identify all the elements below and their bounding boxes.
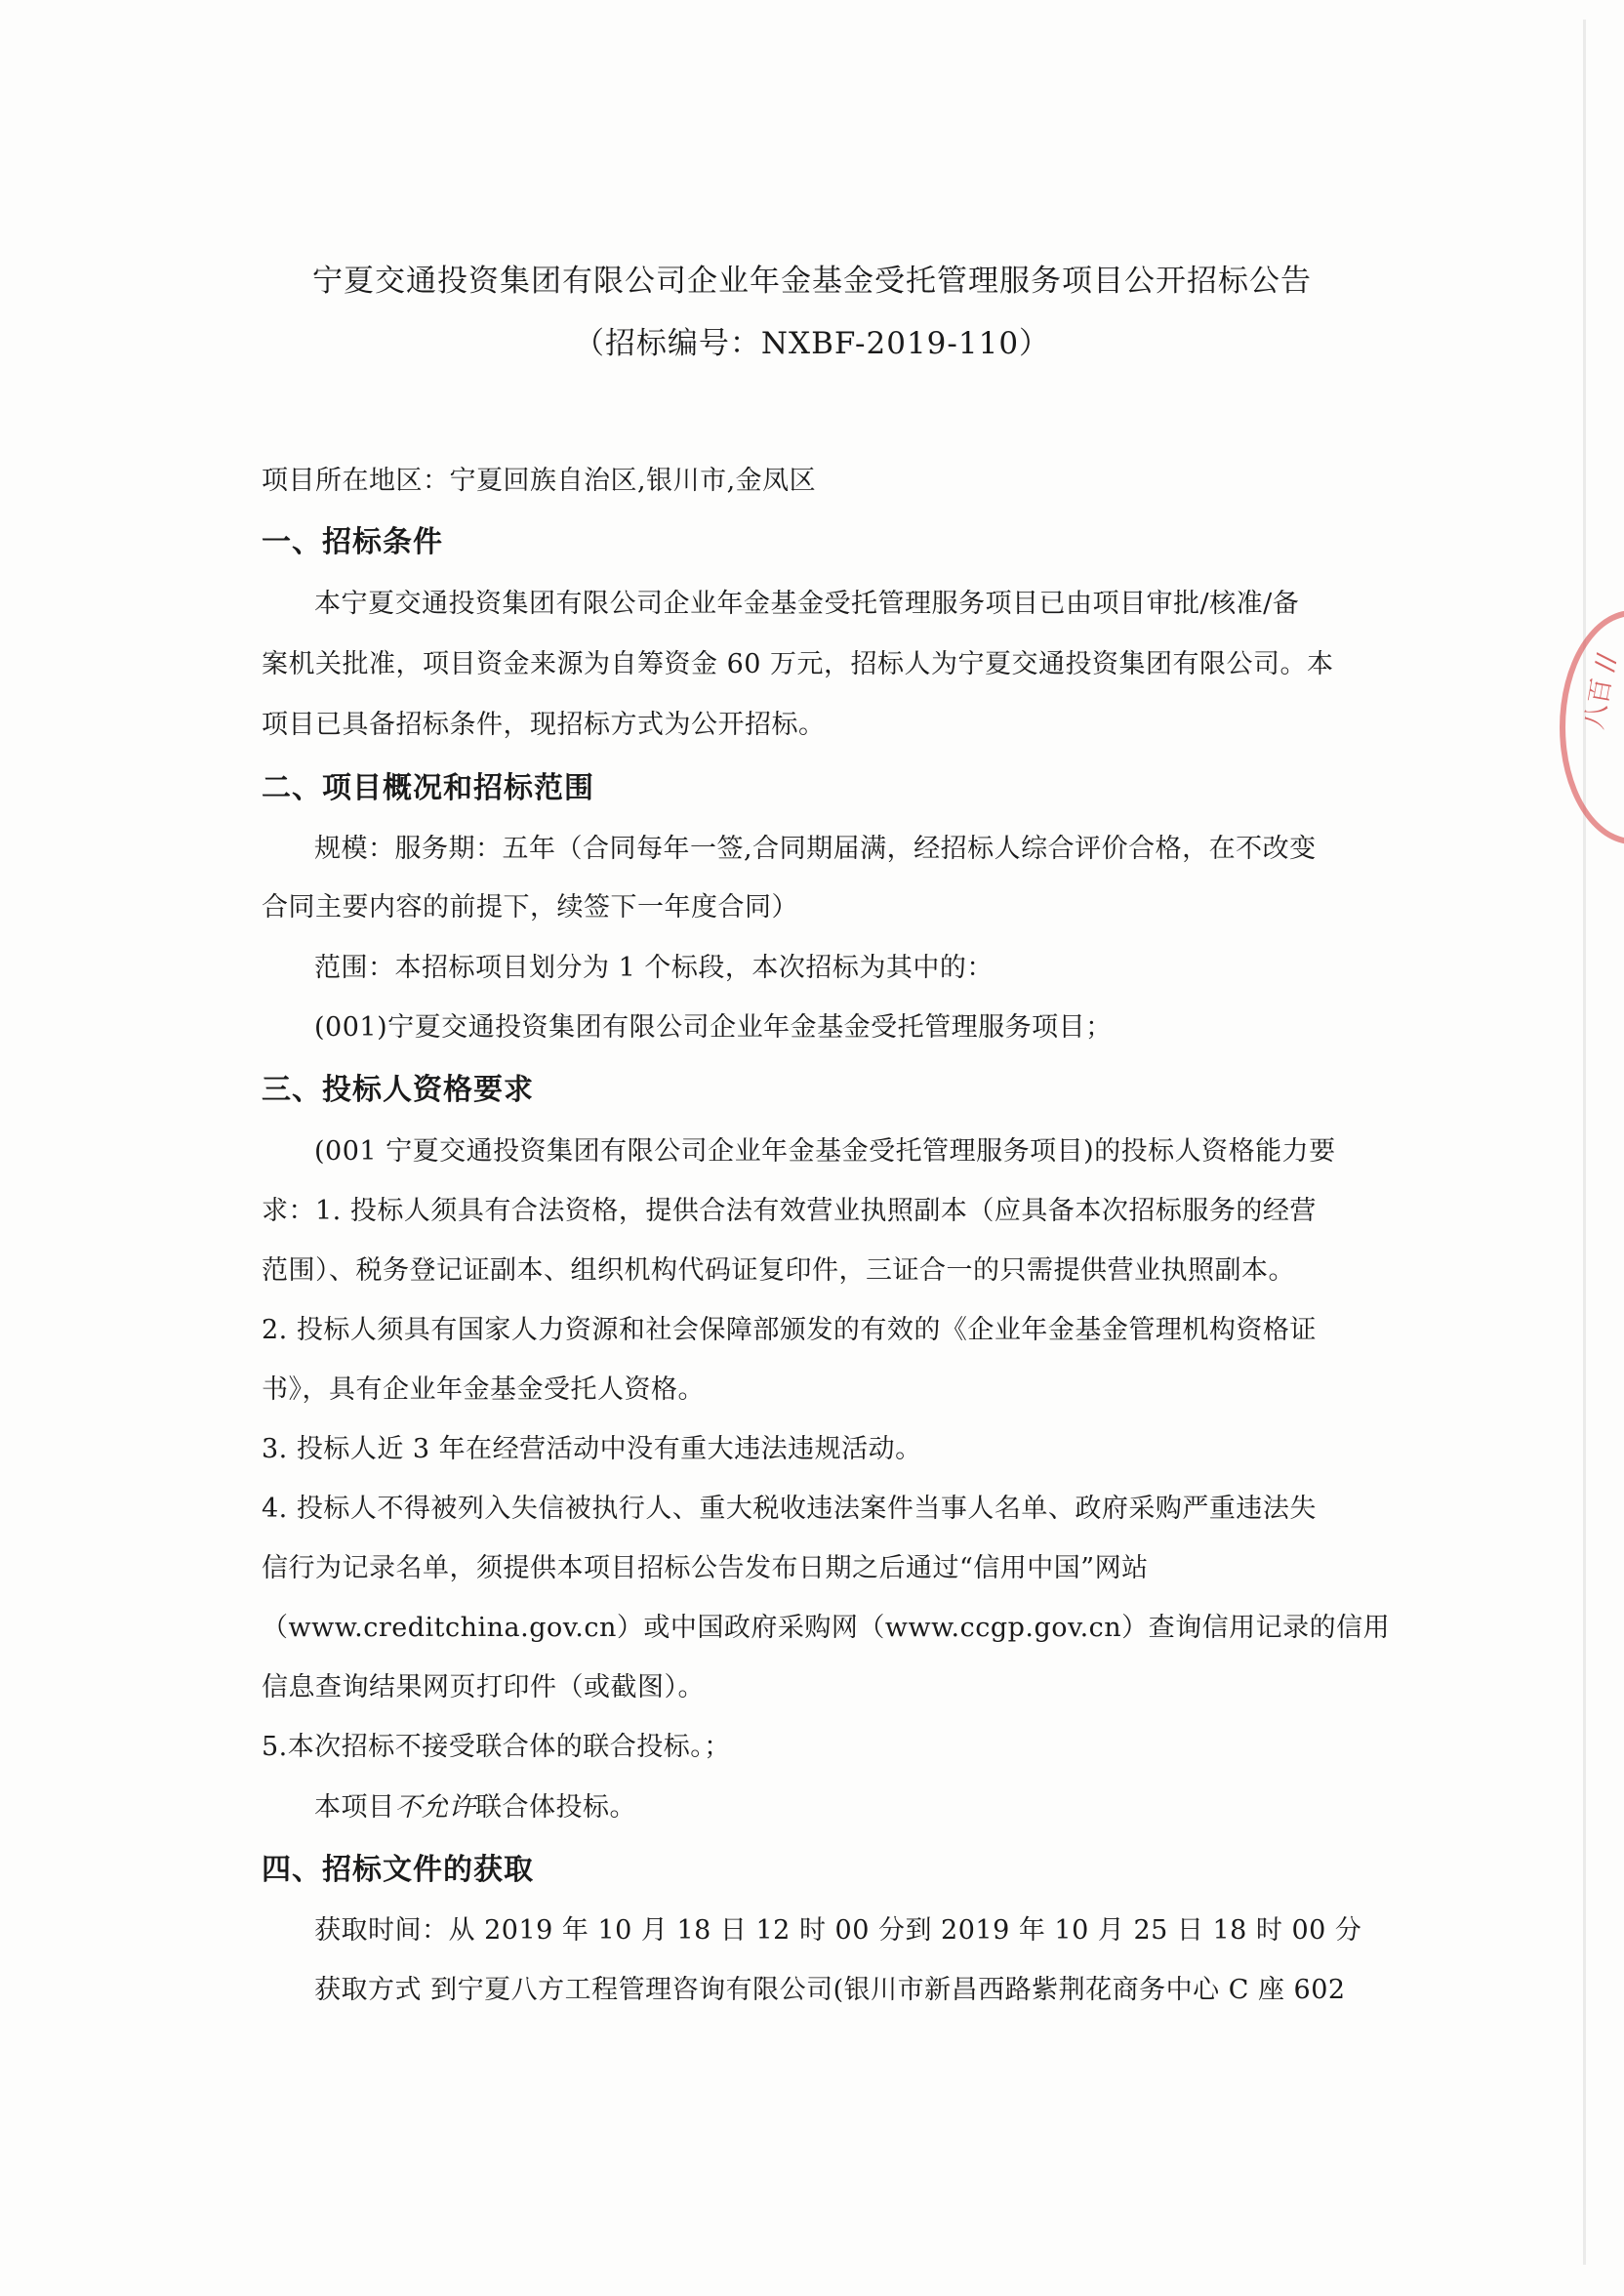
consortium-statement (314, 1785, 636, 1824)
section-heading-1: 一、招标条件 (262, 525, 443, 559)
paragraph-line: (001)宁夏交通投资集团有限公司企业年金基金受托管理服务项目； (314, 1012, 1113, 1043)
paragraph-line: 案机关批准，项目资金来源为自筹资金 60 万元，招标人为宁夏交通投资集团有限公司。本 (262, 649, 1334, 679)
paragraph-line: 5.本次招标不接受联合体的联合投标。； (262, 1732, 731, 1762)
paragraph-line: 规模：服务期：五年（合同每年一签,合同期届满，经招标人综合评价合格，在不改变 (314, 834, 1317, 864)
section-heading-4: 四、招标文件的获取 (262, 1853, 534, 1887)
paragraph-line: 范围）、税务登记证副本、组织机构代码证复印件，三证合一的只需提供营业执照副本。 (262, 1255, 1295, 1286)
paragraph-line: 本宁夏交通投资集团有限公司企业年金基金受托管理服务项目已由项目审批/核准/备 (314, 589, 1300, 619)
seal-text: 八百 // (1579, 651, 1622, 732)
project-location: 项目所在地区：宁夏回族自治区,银川市,金凤区 (262, 466, 817, 496)
paragraph-line: 获取时间：从 2019 年 10 月 18 日 12 时 00 分到 2019 年 10 月 25 日 18 时 00 分 (314, 1915, 1362, 1946)
paragraph-line: 3. 投标人近 3 年在经营活动中没有重大违法违规活动。 (262, 1434, 922, 1464)
paragraph-line: 信息查询结果网页打印件（或截图）。 (262, 1672, 705, 1702)
paragraph-line: 合同主要内容的前提下，续签下一年度合同） (262, 892, 798, 922)
section-heading-2: 二、项目概况和招标范围 (262, 771, 594, 805)
section-heading-3: 三、投标人资格要求 (262, 1073, 534, 1107)
paragraph-line: (001 宁夏交通投资集团有限公司企业年金基金受托管理服务项目)的投标人资格能力要 (314, 1136, 1336, 1167)
paragraph-line: 获取方式 到宁夏八方工程管理咨询有限公司(银川市新昌西路紫荆花商务中心 C 座 602 (314, 1975, 1346, 2005)
paragraph-line: 范围：本招标项目划分为 1 个标段，本次招标为其中的： (314, 953, 994, 983)
paragraph-line: 项目已具备招标条件，现招标方式为公开招标。 (262, 710, 826, 740)
paragraph-line: （www.creditchina.gov.cn）或中国政府采购网（www.ccgp.gov.cn）查询信用记录的信用 (262, 1613, 1391, 1643)
paragraph-line: 信行为记录名单，须提供本项目招标公告发布日期之后通过“信用中国”网站 (262, 1553, 1149, 1583)
paragraph-line: 书》，具有企业年金基金受托人资格。 (262, 1374, 705, 1405)
consortium-suffix: 联合体投标。 (475, 1792, 636, 1823)
consortium-prefix: 本项目 (314, 1792, 395, 1823)
document-title: 宁夏交通投资集团有限公司企业年金基金受托管理服务项目公开招标公告 (312, 264, 1312, 299)
consortium-italic: 不允许 (394, 1792, 475, 1823)
paragraph-line: 求：1. 投标人须具有合法资格，提供合法有效营业执照副本（应具备本次招标服务的经营 (262, 1196, 1317, 1226)
tender-number: （招标编号：NXBF-2019-110） (573, 326, 1051, 361)
paragraph-line: 2. 投标人须具有国家人力资源和社会保障部颁发的有效的《企业年金基金管理机构资格证 (262, 1315, 1317, 1345)
paragraph-line: 4. 投标人不得被列入失信被执行人、重大税收违法案件当事人名单、政府采购严重违法失 (262, 1494, 1317, 1524)
